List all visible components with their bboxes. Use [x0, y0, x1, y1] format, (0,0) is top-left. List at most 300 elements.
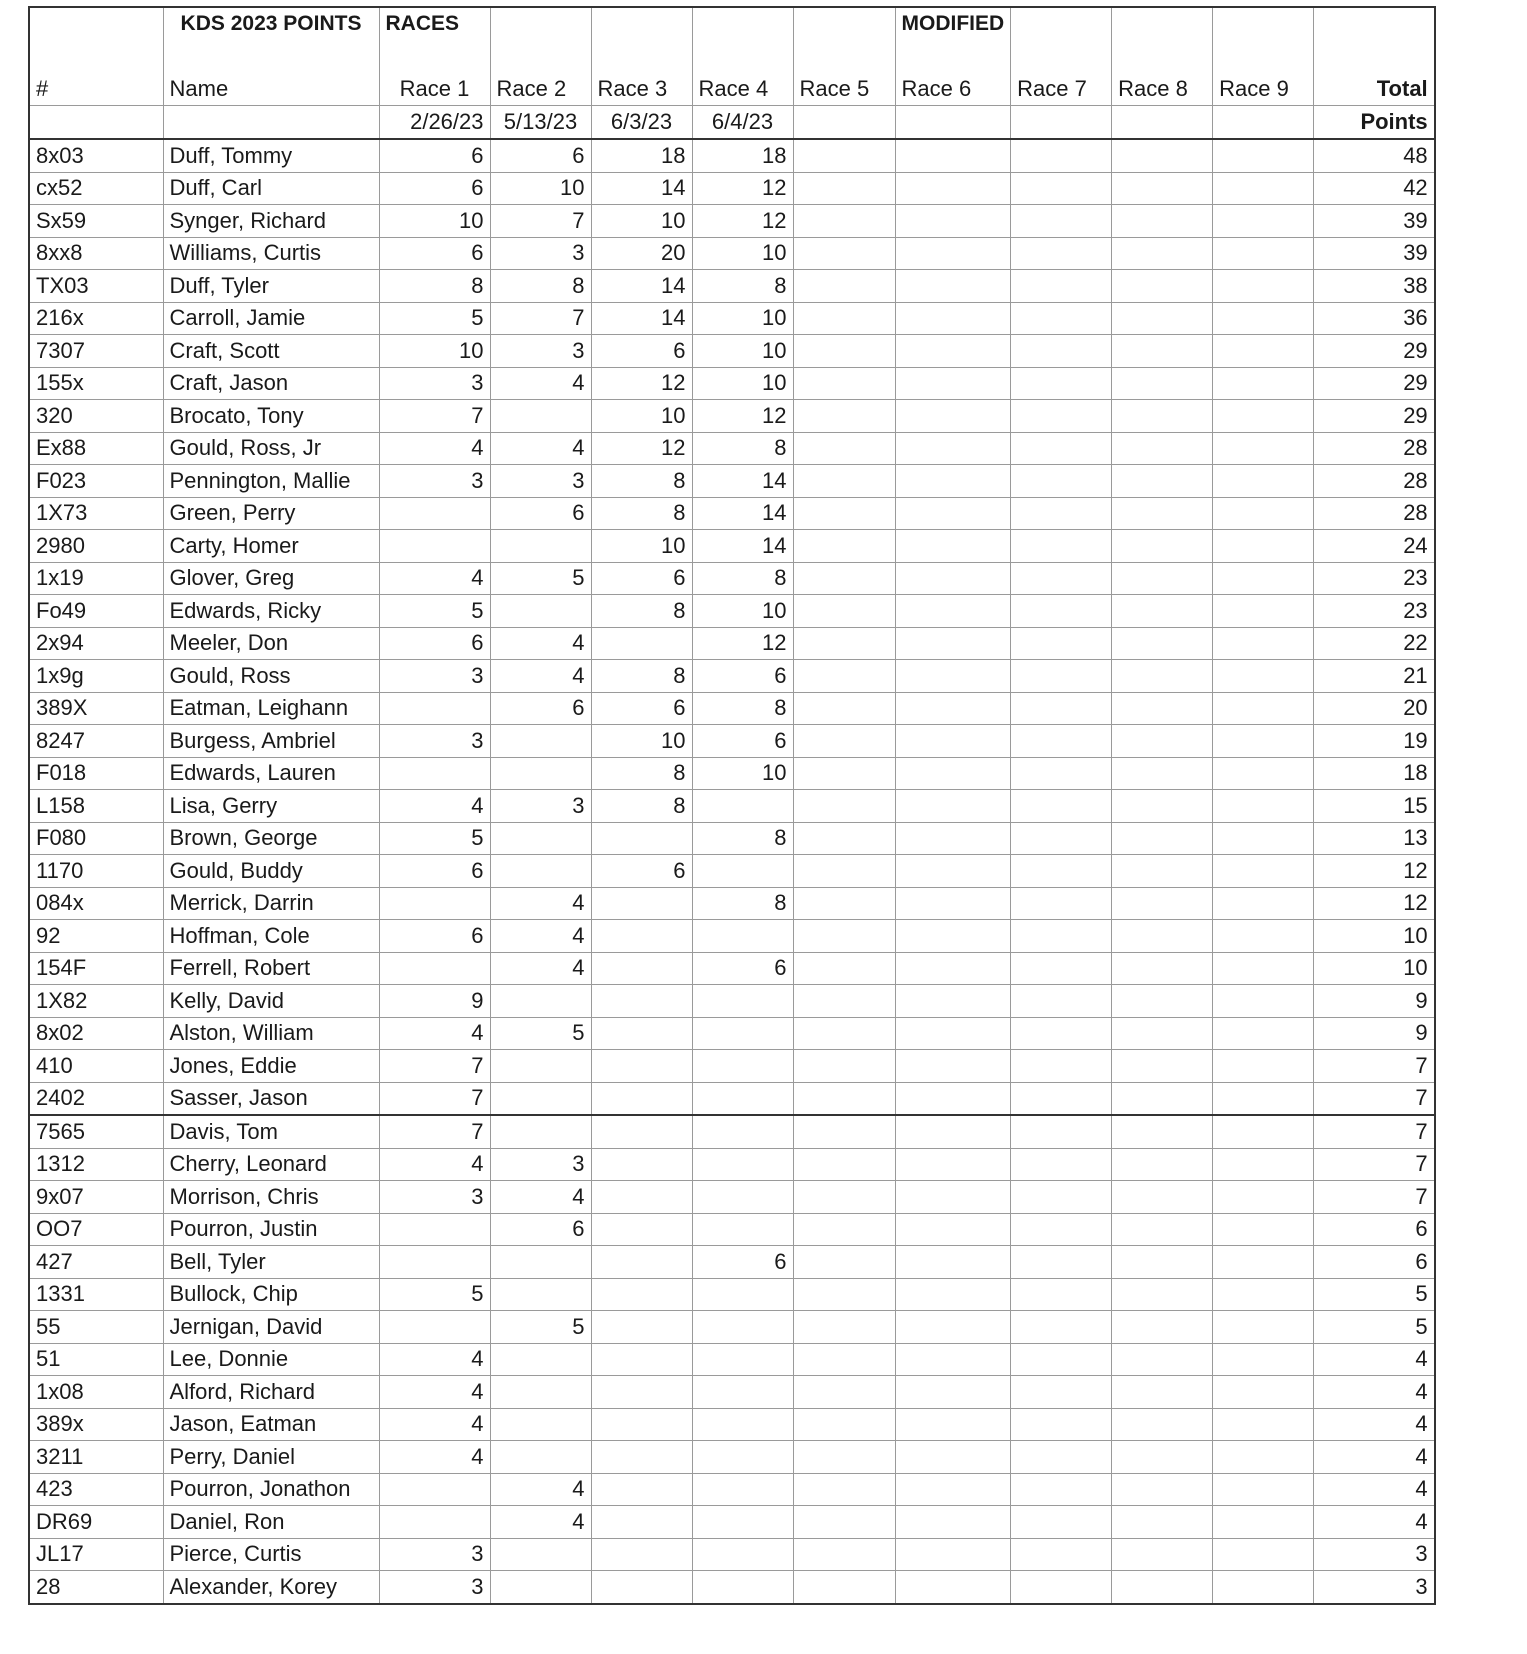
car-number: 55 [29, 1311, 163, 1344]
race-6-points [895, 465, 1011, 498]
race-9-points [1213, 335, 1314, 368]
race-6-points [895, 1017, 1011, 1050]
race-4-points: 10 [692, 757, 793, 790]
race-7-points [1011, 627, 1112, 660]
race-3-points: 14 [591, 172, 692, 205]
race-8-points [1112, 1538, 1213, 1571]
race-8-points [1112, 725, 1213, 758]
race-1-points [379, 497, 490, 530]
table-row [29, 920, 1435, 953]
race-8-points [1112, 1017, 1213, 1050]
race-6-points [895, 660, 1011, 693]
car-number: 1312 [29, 1148, 163, 1181]
race-5-points [793, 1082, 895, 1115]
race-6-points [895, 855, 1011, 888]
total-points: 38 [1314, 270, 1435, 303]
race-8-points [1112, 432, 1213, 465]
total-points: 36 [1314, 302, 1435, 335]
race-4-date: 6/4/23 [692, 106, 793, 140]
race-6-points [895, 530, 1011, 563]
race-9-points [1213, 887, 1314, 920]
car-number: JL17 [29, 1538, 163, 1571]
race-1-points: 3 [379, 367, 490, 400]
driver-name: Bullock, Chip [163, 1278, 379, 1311]
table-row [29, 1343, 1435, 1376]
race-9-points [1213, 1506, 1314, 1539]
race-7-points [1011, 1538, 1112, 1571]
race-2-points [490, 985, 591, 1018]
race-3-points [591, 952, 692, 985]
driver-name: Kelly, David [163, 985, 379, 1018]
car-number: cx52 [29, 172, 163, 205]
race-3-points: 18 [591, 139, 692, 172]
driver-name: Duff, Tyler [163, 270, 379, 303]
race-7-points [1011, 1082, 1112, 1115]
race-6-points [895, 497, 1011, 530]
race-4-points [692, 1213, 793, 1246]
race-7-points [1011, 1343, 1112, 1376]
race-2-points: 4 [490, 1506, 591, 1539]
race-8-points [1112, 1148, 1213, 1181]
race-1-points: 9 [379, 985, 490, 1018]
race-4-points: 14 [692, 530, 793, 563]
table-row [29, 367, 1435, 400]
race-2-points [490, 1082, 591, 1115]
race-2-points [490, 855, 591, 888]
race-2-points [490, 1115, 591, 1148]
race-8-points [1112, 367, 1213, 400]
race-5-points [793, 692, 895, 725]
race-5-points [793, 1213, 895, 1246]
total-points: 4 [1314, 1506, 1435, 1539]
race-8-points [1112, 302, 1213, 335]
race-4-points: 6 [692, 725, 793, 758]
race-6-points [895, 1181, 1011, 1214]
race-6-points [895, 1246, 1011, 1279]
race-7-points [1011, 920, 1112, 953]
total-points: 15 [1314, 790, 1435, 823]
race-3-points: 14 [591, 270, 692, 303]
race-9-points [1213, 1376, 1314, 1409]
race-1-points: 7 [379, 1050, 490, 1083]
race-8-points [1112, 335, 1213, 368]
race-1-points: 6 [379, 139, 490, 172]
race-2-points [490, 1278, 591, 1311]
race-1-points: 7 [379, 1082, 490, 1115]
race-9-points [1213, 1213, 1314, 1246]
race-4-points [692, 1115, 793, 1148]
race-4-points: 8 [692, 822, 793, 855]
race-3-points: 8 [591, 595, 692, 628]
race-1-points: 6 [379, 855, 490, 888]
total-points: 9 [1314, 1017, 1435, 1050]
race-2-points: 7 [490, 302, 591, 335]
car-number: 154F [29, 952, 163, 985]
race-3-points: 10 [591, 400, 692, 433]
race-2-points: 6 [490, 1213, 591, 1246]
race-4-points [692, 1408, 793, 1441]
race-6-points [895, 172, 1011, 205]
race-1-points: 6 [379, 237, 490, 270]
total-points: 19 [1314, 725, 1435, 758]
race-3-points [591, 1473, 692, 1506]
race-7-points [1011, 335, 1112, 368]
race-4-points: 8 [692, 692, 793, 725]
race-5-points [793, 595, 895, 628]
race-9-points [1213, 1571, 1314, 1604]
race-8-points [1112, 1213, 1213, 1246]
race-4-points: 10 [692, 302, 793, 335]
race-6-points [895, 920, 1011, 953]
race-4-points [692, 1082, 793, 1115]
race-1-points: 6 [379, 627, 490, 660]
race-6-points [895, 627, 1011, 660]
table-row [29, 887, 1435, 920]
table-row [29, 692, 1435, 725]
race-3-points: 10 [591, 530, 692, 563]
total-points: 6 [1314, 1246, 1435, 1279]
race-4-points: 12 [692, 627, 793, 660]
race-6-points [895, 270, 1011, 303]
race-6-points [895, 1311, 1011, 1344]
table-row [29, 660, 1435, 693]
race-9-points [1213, 237, 1314, 270]
race-7-points [1011, 887, 1112, 920]
total-points: 24 [1314, 530, 1435, 563]
car-number: Ex88 [29, 432, 163, 465]
total-points: 4 [1314, 1376, 1435, 1409]
driver-name: Burgess, Ambriel [163, 725, 379, 758]
table-row [29, 1408, 1435, 1441]
table-row [29, 302, 1435, 335]
race-4-points: 18 [692, 139, 793, 172]
race-9-points [1213, 1246, 1314, 1279]
race-9-points [1213, 1343, 1314, 1376]
race-3-points [591, 1408, 692, 1441]
table-row [29, 952, 1435, 985]
race-2-points: 3 [490, 790, 591, 823]
total-points: 4 [1314, 1441, 1435, 1474]
race-2-points: 10 [490, 172, 591, 205]
race-9-points [1213, 725, 1314, 758]
total-points: 23 [1314, 595, 1435, 628]
race-9-points [1213, 985, 1314, 1018]
race-4-points [692, 1441, 793, 1474]
race-6-points [895, 1213, 1011, 1246]
total-header: Total [1314, 73, 1435, 106]
race-1-points: 10 [379, 205, 490, 238]
race-9-points [1213, 1311, 1314, 1344]
driver-name: Synger, Richard [163, 205, 379, 238]
race-2-points [490, 595, 591, 628]
race-9-points [1213, 1538, 1314, 1571]
race-3-points [591, 1148, 692, 1181]
race-2-points: 4 [490, 952, 591, 985]
race-1-date: 2/26/23 [379, 106, 490, 140]
race-1-points: 3 [379, 1181, 490, 1214]
race-8-points [1112, 237, 1213, 270]
race-3-points: 6 [591, 855, 692, 888]
race-2-points: 4 [490, 1473, 591, 1506]
race-1-points: 10 [379, 335, 490, 368]
race-3-points: 14 [591, 302, 692, 335]
race-7-points [1011, 692, 1112, 725]
total-points: 42 [1314, 172, 1435, 205]
race-5-points [793, 1311, 895, 1344]
race-5-points [793, 270, 895, 303]
car-number: 51 [29, 1343, 163, 1376]
race-2-points [490, 757, 591, 790]
driver-name: Edwards, Lauren [163, 757, 379, 790]
race-4-points [692, 1473, 793, 1506]
driver-name: Carty, Homer [163, 530, 379, 563]
race-6-points [895, 1473, 1011, 1506]
total-points: 21 [1314, 660, 1435, 693]
total-points: 3 [1314, 1538, 1435, 1571]
race-9-points [1213, 400, 1314, 433]
race-5-points [793, 1343, 895, 1376]
race-5-points [793, 1441, 895, 1474]
car-number: 2980 [29, 530, 163, 563]
race-2-points [490, 1408, 591, 1441]
race-4-points [692, 1538, 793, 1571]
race-9-points [1213, 205, 1314, 238]
race-7-points [1011, 1246, 1112, 1279]
race-8-points [1112, 757, 1213, 790]
name-column-header: Name [163, 73, 379, 106]
race-1-points: 4 [379, 1441, 490, 1474]
race-9-points [1213, 952, 1314, 985]
driver-name: Jason, Eatman [163, 1408, 379, 1441]
race-2-header: Race 2 [490, 73, 591, 106]
race-4-points [692, 1017, 793, 1050]
race-7-points [1011, 1311, 1112, 1344]
race-9-points [1213, 627, 1314, 660]
race-1-points: 4 [379, 1408, 490, 1441]
race-2-points: 3 [490, 237, 591, 270]
race-1-points: 3 [379, 660, 490, 693]
race-5-points [793, 985, 895, 1018]
race-2-points [490, 725, 591, 758]
total-points: 29 [1314, 400, 1435, 433]
race-2-points: 4 [490, 1181, 591, 1214]
race-4-points: 10 [692, 367, 793, 400]
total-points: 7 [1314, 1181, 1435, 1214]
race-6-points [895, 139, 1011, 172]
race-7-points [1011, 1213, 1112, 1246]
race-1-points: 3 [379, 725, 490, 758]
race-8-points [1112, 1311, 1213, 1344]
race-9-points [1213, 1017, 1314, 1050]
race-9-points [1213, 1278, 1314, 1311]
race-9-points [1213, 1050, 1314, 1083]
driver-name: Duff, Tommy [163, 139, 379, 172]
total-points: 28 [1314, 432, 1435, 465]
race-1-points [379, 1473, 490, 1506]
race-2-points: 4 [490, 627, 591, 660]
race-3-points [591, 985, 692, 1018]
total-points: 28 [1314, 497, 1435, 530]
race-2-points: 5 [490, 1017, 591, 1050]
table-row [29, 855, 1435, 888]
table-row [29, 1017, 1435, 1050]
race-3-points [591, 627, 692, 660]
race-2-points: 3 [490, 465, 591, 498]
car-number: OO7 [29, 1213, 163, 1246]
race-5-points [793, 172, 895, 205]
car-number: Fo49 [29, 595, 163, 628]
race-5-points [793, 887, 895, 920]
total-points: 4 [1314, 1343, 1435, 1376]
race-5-header: Race 5 [793, 73, 895, 106]
total-points: 10 [1314, 952, 1435, 985]
race-4-points [692, 1343, 793, 1376]
race-9-points [1213, 1441, 1314, 1474]
race-5-points [793, 302, 895, 335]
race-1-points: 4 [379, 1376, 490, 1409]
race-6-points [895, 595, 1011, 628]
race-7-points [1011, 237, 1112, 270]
race-7-points [1011, 1115, 1112, 1148]
race-1-points: 4 [379, 432, 490, 465]
race-2-points: 6 [490, 139, 591, 172]
race-6-points [895, 1050, 1011, 1083]
driver-name: Edwards, Ricky [163, 595, 379, 628]
car-number: 28 [29, 1571, 163, 1604]
race-2-date: 5/13/23 [490, 106, 591, 140]
driver-name: Pourron, Justin [163, 1213, 379, 1246]
race-4-points: 14 [692, 465, 793, 498]
race-5-points [793, 1115, 895, 1148]
total-points: 7 [1314, 1050, 1435, 1083]
car-number: 8xx8 [29, 237, 163, 270]
race-5-points [793, 400, 895, 433]
table-row [29, 822, 1435, 855]
total-points: 5 [1314, 1278, 1435, 1311]
race-3-points [591, 1246, 692, 1279]
race-7-points [1011, 1050, 1112, 1083]
race-5-points [793, 660, 895, 693]
race-6-points [895, 1441, 1011, 1474]
race-5-points [793, 855, 895, 888]
race-5-points [793, 1571, 895, 1604]
race-9-points [1213, 562, 1314, 595]
race-5-points [793, 1017, 895, 1050]
driver-name: Hoffman, Cole [163, 920, 379, 953]
race-3-points: 10 [591, 205, 692, 238]
race-6-points [895, 952, 1011, 985]
race-7-points [1011, 757, 1112, 790]
race-5-points [793, 627, 895, 660]
header-blank [29, 7, 163, 39]
race-8-points [1112, 855, 1213, 888]
race-5-points [793, 465, 895, 498]
race-3-points: 12 [591, 367, 692, 400]
race-2-points [490, 1441, 591, 1474]
car-number: 1331 [29, 1278, 163, 1311]
race-2-points: 4 [490, 887, 591, 920]
race-7-points [1011, 432, 1112, 465]
race-5-points [793, 139, 895, 172]
race-2-points [490, 1571, 591, 1604]
driver-name: Glover, Greg [163, 562, 379, 595]
race-7-points [1011, 855, 1112, 888]
race-9-points [1213, 757, 1314, 790]
race-6-points [895, 692, 1011, 725]
race-8-points [1112, 595, 1213, 628]
race-7-points [1011, 1278, 1112, 1311]
race-7-points [1011, 1408, 1112, 1441]
race-4-points [692, 1278, 793, 1311]
race-4-points [692, 1181, 793, 1214]
race-6-points [895, 1538, 1011, 1571]
race-5-points [793, 1506, 895, 1539]
race-4-points [692, 1376, 793, 1409]
race-3-points [591, 1311, 692, 1344]
race-3-points: 20 [591, 237, 692, 270]
race-6-points [895, 237, 1011, 270]
car-number: DR69 [29, 1506, 163, 1539]
race-9-points [1213, 790, 1314, 823]
driver-name: Sasser, Jason [163, 1082, 379, 1115]
race-7-points [1011, 1473, 1112, 1506]
race-2-points [490, 1050, 591, 1083]
race-8-points [1112, 270, 1213, 303]
race-4-points [692, 1571, 793, 1604]
car-number: 8247 [29, 725, 163, 758]
race-1-points: 5 [379, 595, 490, 628]
total-points: 13 [1314, 822, 1435, 855]
race-4-points: 6 [692, 660, 793, 693]
race-2-points [490, 1538, 591, 1571]
race-9-points [1213, 1115, 1314, 1148]
race-9-points [1213, 692, 1314, 725]
table-row [29, 1473, 1435, 1506]
total-points: 7 [1314, 1115, 1435, 1148]
table-row [29, 497, 1435, 530]
race-6-points [895, 205, 1011, 238]
race-8-header: Race 8 [1112, 73, 1213, 106]
car-number: F018 [29, 757, 163, 790]
driver-name: Brocato, Tony [163, 400, 379, 433]
race-8-points [1112, 692, 1213, 725]
race-1-points [379, 1311, 490, 1344]
car-number: 084x [29, 887, 163, 920]
race-6-points [895, 790, 1011, 823]
driver-name: Morrison, Chris [163, 1181, 379, 1214]
race-2-points: 3 [490, 1148, 591, 1181]
table-row [29, 1311, 1435, 1344]
race-6-points [895, 887, 1011, 920]
race-3-points [591, 1082, 692, 1115]
race-7-points [1011, 725, 1112, 758]
driver-name: Meeler, Don [163, 627, 379, 660]
race-7-points [1011, 400, 1112, 433]
race-8-points [1112, 400, 1213, 433]
race-7-points [1011, 1571, 1112, 1604]
race-3-points: 12 [591, 432, 692, 465]
race-5-points [793, 1278, 895, 1311]
total-points: 29 [1314, 335, 1435, 368]
race-3-points [591, 887, 692, 920]
race-1-points: 7 [379, 1115, 490, 1148]
points-table [28, 6, 1436, 1605]
race-8-points [1112, 1278, 1213, 1311]
race-1-points: 4 [379, 790, 490, 823]
race-8-points [1112, 790, 1213, 823]
table-row [29, 1571, 1435, 1604]
race-3-points [591, 1506, 692, 1539]
